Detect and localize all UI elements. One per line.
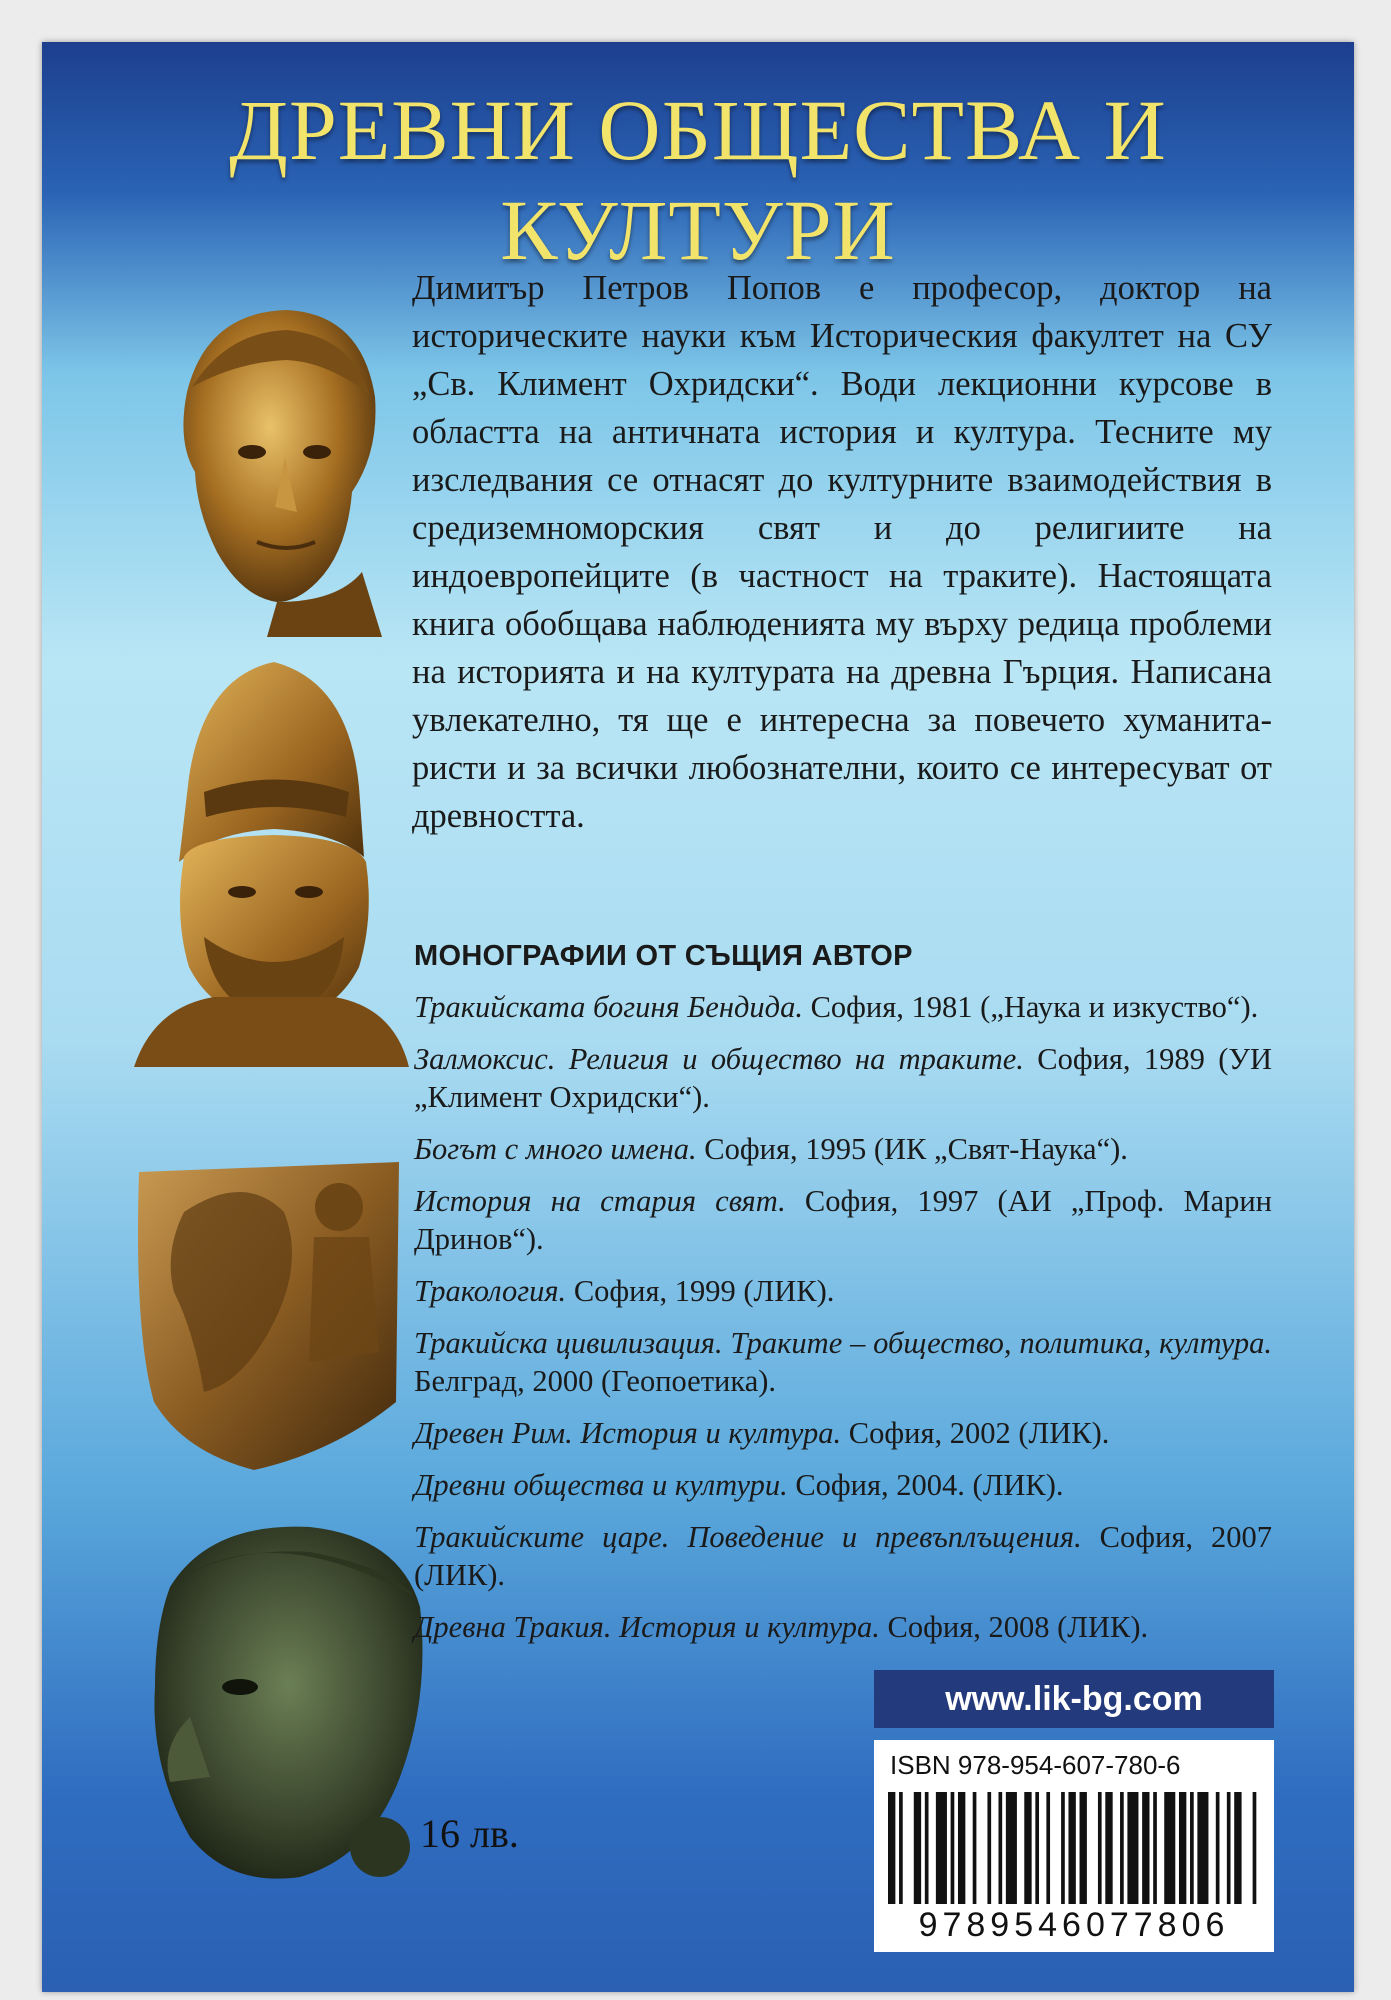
barcode-bar [936, 1792, 947, 1904]
barcode-bar [1197, 1792, 1208, 1904]
barcode-bar [1080, 1792, 1087, 1904]
series-title: ДРЕВНИ ОБЩЕСТВА И КУЛТУРИ [229, 82, 1167, 278]
list-item [414, 988, 1272, 1026]
barcode-bar [1153, 1792, 1157, 1904]
book-title: Тракология. [414, 1274, 567, 1308]
helmeted-bust-illustration [134, 657, 409, 1067]
barcode-bar [1061, 1792, 1065, 1904]
book-back-cover [42, 42, 1354, 1992]
bronze-head-illustration [147, 302, 387, 637]
barcode-bar [1120, 1792, 1124, 1904]
list-item [414, 1272, 1272, 1310]
barcode-bar [1179, 1792, 1186, 1904]
barcode-bar [1127, 1792, 1138, 1904]
publisher-website: www.lik-bg.com [874, 1670, 1274, 1728]
barcode-bar [998, 1792, 1002, 1904]
barcode-bar [1164, 1792, 1175, 1904]
book-details: София, 2002 (ЛИК). [841, 1416, 1110, 1450]
barcode-bar [1024, 1792, 1031, 1904]
barcode-graphic [888, 1792, 1260, 1904]
barcode-bar [1227, 1792, 1231, 1904]
isbn-label: ISBN 978-954-607-780-6 [890, 1750, 1181, 1780]
book-details: София, 1999 (ЛИК). [566, 1274, 835, 1308]
barcode-bar [951, 1792, 955, 1904]
barcode-bar [1006, 1792, 1017, 1904]
list-item [414, 1518, 1272, 1594]
barcode-bar [1234, 1792, 1241, 1904]
list-item [414, 1130, 1272, 1168]
barcode-bar [899, 1792, 903, 1904]
list-item [414, 1466, 1272, 1504]
book-title: Древен Рим. История и култура. [414, 1416, 842, 1450]
book-title: Богът с много имена. [414, 1132, 697, 1166]
book-details: София, 1997 (АИ „Проф. Марин Дринов“). [414, 1184, 1273, 1256]
book-title: Древна Тракия. История и култура. [414, 1610, 880, 1644]
barcode-bar [1068, 1792, 1075, 1904]
book-details: София, 1989 (УИ „Климент Охридски“). [414, 1042, 1272, 1114]
book-title: Тракийска цивилизация. Траките – общество, политика, култура. [414, 1326, 1272, 1360]
list-item [414, 1608, 1272, 1646]
barcode-bar [1216, 1792, 1220, 1904]
barcode-bar [1046, 1792, 1050, 1904]
list-item [414, 1182, 1272, 1258]
bibliography-list [414, 988, 1272, 1660]
barcode-bar [973, 1792, 977, 1904]
book-details: София, 2004. (ЛИК). [787, 1468, 1064, 1502]
barcode-panel [874, 1740, 1274, 1952]
barcode-bar [1098, 1792, 1102, 1904]
bibliography-heading: МОНОГРАФИИ ОТ СЪЩИЯ АВТОР [414, 940, 913, 972]
book-title: История на стария свят. [414, 1184, 786, 1218]
barcode-bar [1035, 1792, 1039, 1904]
barcode-bar [958, 1792, 965, 1904]
barcode-bar [925, 1792, 929, 1904]
book-details: София, 1981 („Наука и изкуство“). [802, 990, 1259, 1024]
list-item [414, 1324, 1272, 1400]
book-details: София, 2008 (ЛИК). [879, 1610, 1149, 1644]
book-title: Тракийската богиня Бендида. [414, 990, 803, 1024]
relief-sculpture-illustration [134, 1152, 404, 1472]
price-label: 16 лв. [420, 1811, 519, 1856]
barcode-bar [1105, 1792, 1112, 1904]
book-title: Залмоксис. Религия и общество на траките. [414, 1042, 1024, 1076]
book-details: Белград, 2000 (Геопоетика). [414, 1364, 777, 1398]
barcode-bar [888, 1792, 895, 1904]
barcode-bar [1190, 1792, 1194, 1904]
list-item [414, 1414, 1272, 1452]
book-title: Тракийските царе. Поведение и превъплъщения. [414, 1520, 1082, 1554]
barcode-bar [987, 1792, 991, 1904]
book-details: София, 2007 (ЛИК). [414, 1520, 1272, 1592]
book-title: Древни общества и култури. [414, 1468, 788, 1502]
patinated-head-illustration [130, 1517, 440, 1897]
barcode-bar [1253, 1792, 1257, 1904]
list-item [414, 1040, 1272, 1116]
barcode-bar [914, 1792, 921, 1904]
barcode-bar [1142, 1792, 1149, 1904]
book-details: София, 1995 (ИК „Свят-Наука“). [696, 1132, 1128, 1166]
author-biography: Димитър Петров Попов е професор, доктор на историческите науки към Историческия факултет на СУ „Св. Климент Охридски“. Води лекционни курсове в областта на античната история и култура. Тесните му изследвания се отнасят до културните взаимодействия в средиземноморския свят и до религиите на индоевропейците (в частност на траките). Настоящата книга обобщава наблюденията му върху редица проблеми на историята и на културата на древна Гърция. Написана увлекателно, тя ще е интересна за повечето хуманитаристи и за всички любознателни, които се интересуват от древността. [412, 269, 1272, 835]
ean-number: 9789546077806 [918, 1906, 1230, 1944]
